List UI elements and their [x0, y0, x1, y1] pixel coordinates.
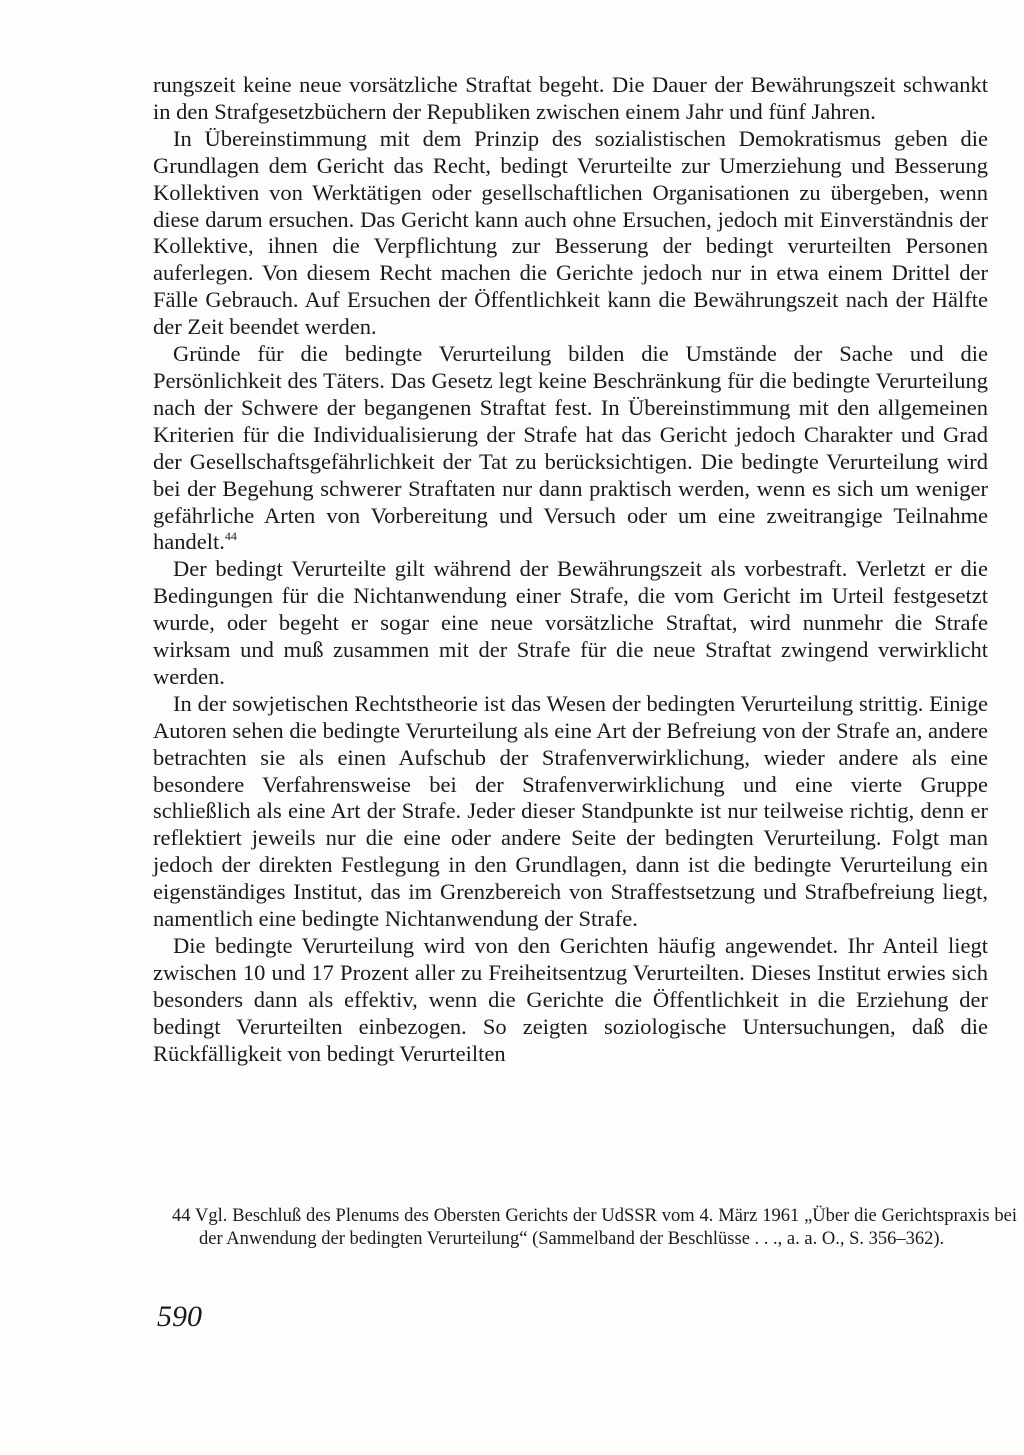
body-text — [153, 72, 988, 1068]
paragraph-1: rungszeit keine neue vorsätzliche Straftat begeht. Die Dauer der Bewährungszeit schwankt in den Strafgesetzbüchern der Republiken zwischen einem Jahr und fünf Jahren. — [153, 72, 988, 124]
paragraph-2: In Übereinstimmung mit dem Prinzip des sozialistischen Demokratismus geben die Grundlagen dem Gericht das Recht, bedingt Verurteilte zur Umerziehung und Besserung Kollektiven von Werktätigen oder gesellschaftlichen Organisationen zu übergeben, wenn diese darum ersuchen. Das Gericht kann auch ohne Ersuchen, jedoch mit Einverständnis der Kollektive, ihnen die Verpflichtung zur Besserung der bedingt verurteilten Personen auferlegen. Von diesem Recht machen die Gerichte jedoch nur in etwa einem Drittel der Fälle Gebrauch. Auf Ersuchen der Öffentlichkeit kann die Bewährungszeit nach der Hälfte der Zeit beendet werden. — [153, 125, 988, 340]
paragraph-3-text: Gründe für die bedingte Verurteilung bilden die Umstände der Sache und die Persönlichkeit des Täters. Das Gesetz legt keine Beschränkung für die bedingte Verurteilung nach der Schwere der begangenen Straftat fest. In Übereinstimmung mit den allgemeinen Kriterien für die Individualisierung der Strafe hat das Gericht jedoch Charakter und Grad der Gesellschaftsgefährlichkeit der Tat zu berücksichtigen. Die bedingte Verurteilung wird bei der Begehung schwerer Straftaten nur dann praktisch werden, wenn es sich um weniger gefährliche Arten von Vorbereitung und Versuch oder um eine zweitrangige Teilnahme handelt. — [153, 341, 988, 555]
paragraph-6: Die bedingte Verurteilung wird von den Gerichten häufig angewendet. Ihr Anteil liegt zwischen 10 und 17 Prozent aller zu Freiheitsentzug Verurteilten. Dieses Institut erwies sich besonders dann als effektiv, wenn die Gerichte die Öffentlichkeit in die Erziehung der bedingt Verurteilten einbezogen. So zeigten soziologische Untersuchungen, daß die Rückfälligkeit von bedingt Verurteilten — [153, 933, 988, 1066]
page-number: 590 — [157, 1300, 202, 1333]
paragraph-3 — [153, 341, 988, 556]
footnote-reference: 44 — [224, 529, 237, 544]
paragraph-5: In der sowjetischen Rechtstheorie ist das Wesen der bedingten Verurteilung strittig. Einige Autoren sehen die bedingte Verurteilung als eine Art der Befreiung von der Strafe an, andere betrachten sie als einen Aufschub der Strafenverwirklichung, wieder andere als eine besondere Verfahrensweise bei der Strafenverwirklichung und eine vierte Gruppe schließlich als eine Art der Strafe. Jeder dieser Standpunkte ist nur teilweise richtig, denn er reflektiert jeweils nur die eine oder andere Seite der bedingten Verurteilung. Folgt man jedoch der direkten Festlegung in den Grundlagen, dann ist die bedingte Verurteilung ein eigenständiges Institut, das im Grenzbereich von Straffestsetzung und Strafbefreiung liegt, namentlich eine bedingte Nichtanwendung der Strafe. — [153, 690, 988, 932]
footnote: 44 Vgl. Beschluß des Plenums des Obersten Gerichts der UdSSR vom 4. März 1961 „Über die Gerichtspraxis bei der Anwendung der bedingten Verurteilung“ (Sammelband der Beschlüsse . . ., a. a. O., S. 356–362). — [172, 1206, 1017, 1249]
paragraph-4: Der bedingt Verurteilte gilt während der Bewährungszeit als vorbestraft. Verletzt er die Bedingungen für die Nichtanwendung einer Strafe, die vom Gericht im Urteil festgesetzt wurde, oder begeht er sogar eine neue vorsätzliche Straftat, wird nunmehr die Strafe wirksam und muß zusammen mit der Strafe für die neue Straftat zwingend verwirklicht werden. — [153, 556, 988, 689]
